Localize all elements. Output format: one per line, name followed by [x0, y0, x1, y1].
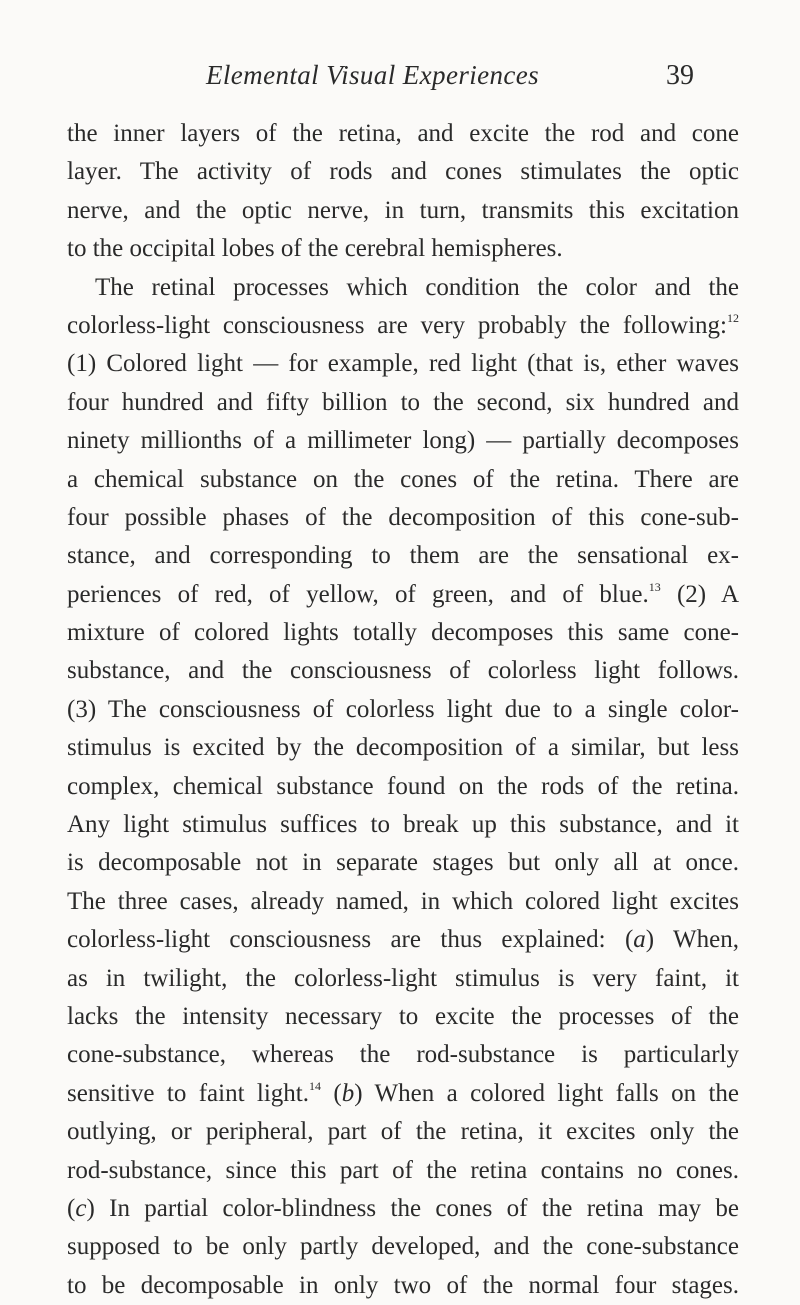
text-line	[67, 269, 739, 307]
text-line	[67, 768, 739, 806]
text-line	[67, 998, 739, 1036]
running-title: Elemental Visual Experiences	[206, 60, 540, 90]
text-run: ) When a colored light falls on the	[354, 1079, 739, 1107]
text-run: supposed to be only partly developed, and the cone-substance	[67, 1233, 739, 1261]
text-run: colorless-light consciousness are thus explained: (	[67, 926, 634, 954]
text-run: complex, chemical substance found on the rods of the retina.	[67, 772, 739, 800]
text-line	[67, 192, 739, 230]
text-run: (2) A	[660, 580, 739, 608]
text-line	[67, 806, 739, 844]
text-run: ) When,	[645, 926, 739, 954]
footnote-marker: 14	[309, 1078, 322, 1093]
text-line	[67, 384, 739, 422]
text-line	[67, 499, 739, 537]
text-line	[67, 307, 739, 345]
text-line	[67, 115, 739, 153]
text-line	[67, 844, 739, 882]
text-run: to be decomposable in only two of the normal four stages.	[67, 1271, 739, 1299]
text-line	[67, 1152, 739, 1190]
italic-letter: c	[75, 1194, 87, 1222]
text-line	[67, 614, 739, 652]
text-run: as in twilight, the colorless-light stimulus is very faint, it	[67, 964, 739, 992]
text-line	[67, 537, 739, 575]
text-run: the inner layers of the retina, and excite the rod and cone	[67, 120, 739, 147]
text-run: ) In partial color-blindness the cones of the retina may be	[86, 1194, 739, 1222]
footnote-marker: 13	[648, 579, 661, 594]
text-run: The retinal processes which condition the color and the	[95, 273, 739, 301]
italic-letter: a	[633, 926, 646, 954]
text-line	[67, 1075, 739, 1113]
running-head	[0, 58, 800, 98]
text-run: layer. The activity of rods and cones stimulates the optic	[67, 158, 739, 186]
text-run: The three cases, already named, in which colored light excites	[67, 887, 739, 915]
text-run: cone-substance, whereas the rod-substance is particularly	[67, 1041, 739, 1069]
text-run: rod-substance, since this part of the retina contains no cones.	[67, 1156, 739, 1184]
text-run: (3) The consciousness of colorless light due to a single color-	[67, 695, 739, 723]
text-run: four hundred and fifty billion to the second, six hundred and	[67, 388, 739, 416]
text-line	[67, 652, 739, 690]
text-line	[67, 921, 739, 959]
text-run: outlying, or peripheral, part of the retina, it excites only the	[67, 1118, 739, 1146]
text-line	[67, 691, 739, 729]
text-run: four possible phases of the decomposition of this cone-sub-	[67, 503, 739, 531]
text-run: (	[321, 1079, 342, 1107]
text-line	[67, 1113, 739, 1151]
text-run: colorless-light consciousness are very probably the following:	[67, 311, 727, 339]
text-line	[67, 230, 739, 268]
text-line	[67, 960, 739, 998]
italic-letter: b	[341, 1079, 355, 1107]
text-line	[67, 1228, 739, 1266]
text-line	[67, 153, 739, 191]
text-run: (1) Colored light — for example, red light (that is, ether waves	[67, 350, 739, 378]
text-line	[67, 461, 739, 499]
text-run: periences of red, of yellow, of green, and of blue.	[67, 580, 649, 608]
text-run: a chemical substance on the cones of the retina. There are	[67, 465, 739, 493]
text-run: stimulus is excited by the decomposition of a similar, but less	[67, 734, 739, 762]
text-line	[67, 883, 739, 921]
text-run: nerve, and the optic nerve, in turn, transmits this excitation	[67, 196, 739, 224]
text-line	[67, 422, 739, 460]
text-line	[67, 345, 739, 383]
text-run: Any light stimulus suffices to break up this substance, and it	[67, 811, 739, 839]
text-run: mixture of colored lights totally decomposes this same cone-	[67, 619, 739, 647]
footnote-marker: 12	[727, 310, 739, 325]
text-run: ninety millionths of a millimeter long) — partially decomposes	[67, 427, 739, 455]
text-line	[67, 1036, 739, 1074]
text-run: to the occipital lobes of the cerebral hemispheres.	[67, 235, 563, 263]
text-run: sensitive to faint light.	[67, 1079, 310, 1107]
text-line	[67, 1190, 739, 1228]
text-run: lacks the intensity necessary to excite the processes of the	[67, 1002, 739, 1030]
text-run: stance, and corresponding to them are the sensational ex-	[67, 542, 739, 570]
text-run: (	[67, 1194, 76, 1222]
page-number: 39	[666, 60, 694, 91]
text-line	[67, 1267, 739, 1305]
text-line	[67, 576, 739, 614]
text-run: is decomposable not in separate stages but only all at once.	[67, 849, 739, 877]
text-run: substance, and the consciousness of colorless light follows.	[67, 657, 739, 685]
text-line	[67, 729, 739, 767]
body-text	[67, 115, 739, 1305]
